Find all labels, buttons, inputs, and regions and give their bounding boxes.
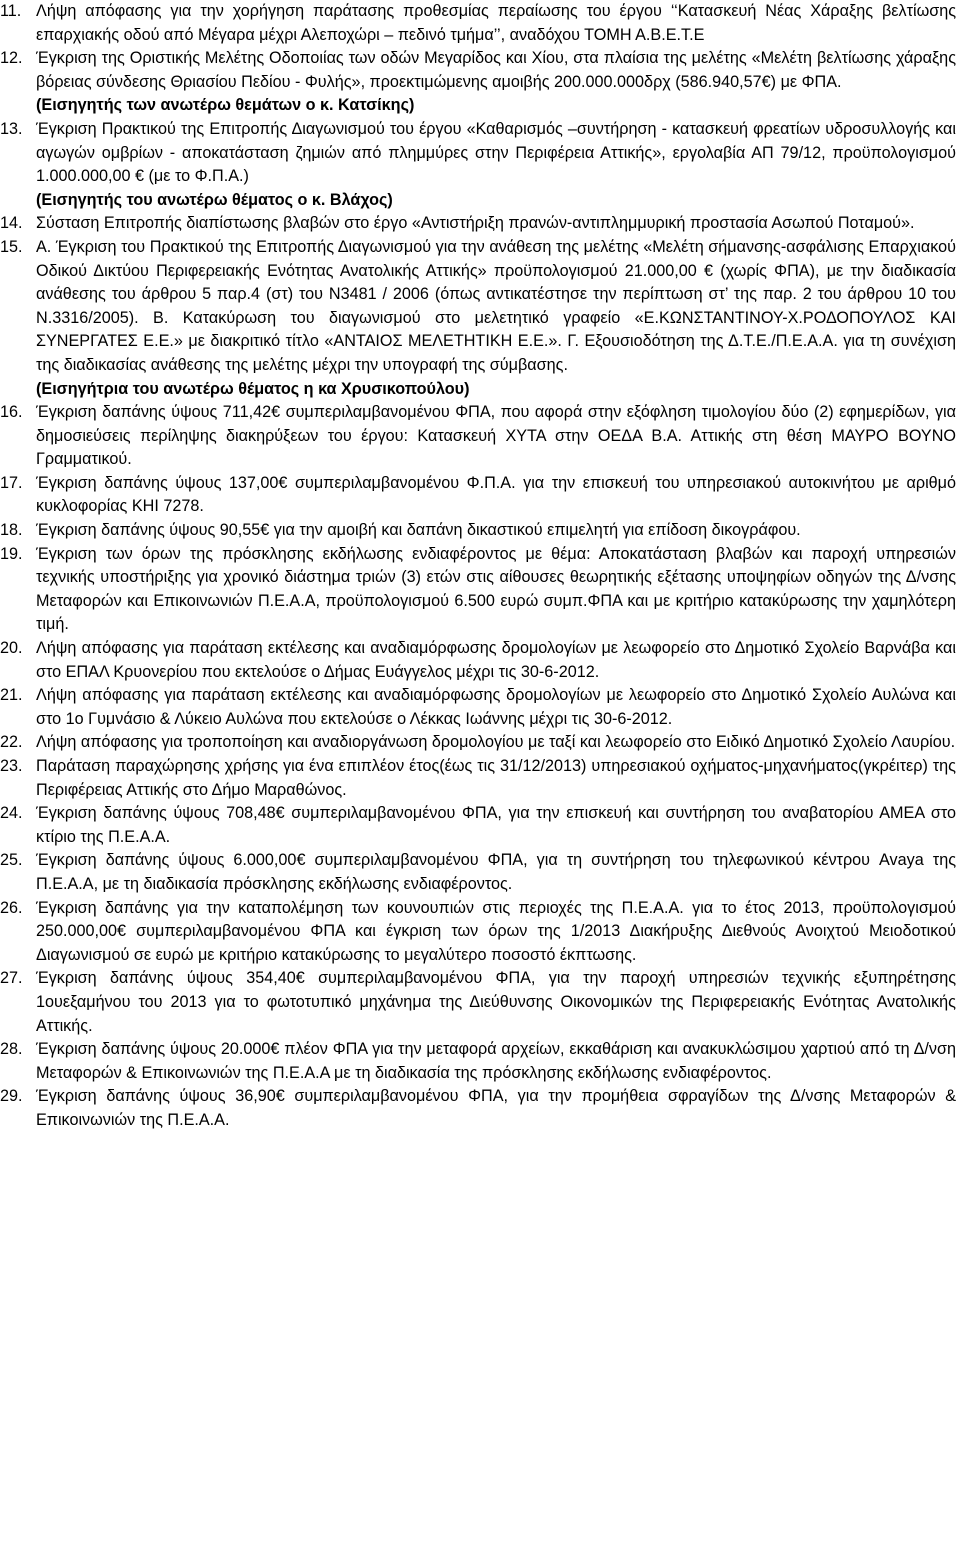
item-number: 23. (0, 757, 23, 775)
item-text: Έγκριση δαπάνης ύψους 20.000€ πλέον ΦΠΑ για την μεταφορά αρχείων, εκκαθάριση και ανακυκλώσιμου χαρτιού από τη Δ/νση Μεταφορών & Επικοινωνιών της Π.Ε.Α.Α με τη διαδικασία της πρόσκλησης εκδήλωσης ενδιαφέροντος. (36, 1040, 956, 1082)
item-text: Έγκριση δαπάνης ύψους 711,42€ συμπεριλαμβανομένου ΦΠΑ, που αφορά στην εξόφληση τιμολογίου δύο (2) εφημερίδων, για δημοσιεύσεις περίληψης διακηρύξεων του έργου: Κατασκευή ΧΥΤΑ στην ΟΕΔΑ Β.Α. Αττικής στη θέση ΜΑΥΡΟ ΒΟΥΝΟ Γραμματικού. (36, 403, 956, 469)
item-text: Έγκριση δαπάνης ύψους 708,48€ συμπεριλαμβανομένου ΦΠΑ, για την επισκευή και συντήρηση του αναβατορίου ΑΜΕΑ στο κτίριο της Π.Ε.Α.Α. (36, 804, 956, 846)
item-number: 17. (0, 473, 23, 492)
agenda-item (0, 967, 956, 1038)
item-number: 27. (0, 969, 23, 988)
item-text: Σύσταση Επιτροπής διαπίστωσης βλαβών στο έργο «Αντιστήριξη πρανών-αντιπλημμυρική προστασία Ασωπού Ποταμού». (36, 214, 915, 233)
item-text: Έγκριση δαπάνης ύψους 6.000,00€ συμπεριλαμβανομένου ΦΠΑ, για τη συντήρηση του τηλεφωνικού κέντρου Avaya της Π.Ε.Α.Α, με τη διαδικασία πρόσκλησης εκδήλωσης ενδιαφέροντος. (36, 851, 956, 893)
agenda-item (0, 755, 956, 802)
rapporteur-note: (Εισηγητής των ανωτέρω θεμάτων ο κ. Κατσίκης) (36, 96, 415, 115)
item-text: Λήψη απόφασης για τροποποίηση και αναδιοργάνωση δρομολογίου με ταξί και λεωφορείο στο Ειδικό Δημοτικό Σχολείο Λαυρίου. (36, 733, 956, 752)
item-number: 18. (0, 521, 23, 540)
item-text: Παράταση παραχώρησης χρήσης για ένα επιπλέον έτος(έως τις 31/12/2013) υπηρεσιακού οχήματος-μηχανήματος(γκρέιτερ) της Περιφέρειας Αττικής στο Δήμο Μαραθώνος. (36, 757, 956, 799)
item-text: Έγκριση δαπάνης ύψους 354,40€ συμπεριλαμβανομένου ΦΠΑ, για την παροχή υπηρεσιών τεχνικής εξυπηρέτησης 1ουεξαμήνου του 2013 για το φωτοτυπικό μηχάνημα της Διεύθυνσης Οικονομικών της Περιφερειακής Ενότητας Ανατολικής Αττικής. (36, 969, 956, 1035)
item-number: 15. (0, 237, 23, 256)
rapporteur-note: (Εισηγητής του ανωτέρω θέματος ο κ. Βλάχος) (36, 190, 393, 209)
item-number: 13. (0, 119, 23, 138)
agenda-item (0, 212, 956, 236)
rapporteur-note: (Εισηγήτρια του ανωτέρω θέματος η κα Χρυσικοπούλου) (36, 379, 470, 398)
agenda-item (0, 0, 956, 47)
agenda-item (0, 519, 956, 543)
item-number: 26. (0, 898, 23, 917)
agenda-item (0, 118, 956, 212)
item-text: Έγκριση δαπάνης ύψους 90,55€ για την αμοιβή και δαπάνη δικαστικού επιμελητή για επίδοση δικογράφου. (36, 521, 801, 540)
item-text: Έγκριση Πρακτικού της Επιτροπής Διαγωνισμού του έργου «Καθαρισμός –συντήρηση - κατασκευή φρεατίων υδροσυλλογής και αγωγών ομβρίων - αποκατάσταση ζημιών από πλημμύρες στην Περιφέρεια Αττικής», εργολαβία ΑΠ 79/12, προϋπολογισμού 1.000.000,00 € (με το Φ.Π.Α.) (36, 119, 956, 186)
item-text: Έγκριση της Οριστικής Μελέτης Οδοποιίας των οδών Μεγαρίδος και Χίου, στα πλαίσια της μελέτης «Μελέτη βελτίωσης χάραξης βόρειας σύνδεσης Θριασίου Πεδίου - Φυλής», προεκτιμώμενης αμοιβής 200.000.000δρχ (586.940,57€) με ΦΠΑ. (36, 49, 956, 91)
item-number: 16. (0, 403, 23, 422)
item-text: Λήψη απόφασης για την χορήγηση παράτασης προθεσμίας περαίωσης του έργου ‘‘Κατασκευή Νέας Χάραξης βελτίωσης επαρχιακής οδού από Μέγαρα μέχρι Αλεποχώρι – πεδινό τμήμα’’, αναδόχου ΤΟΜΗ Α.Β.Ε.Τ.Ε (36, 2, 956, 44)
item-text: Λήψη απόφασης για παράταση εκτέλεσης και αναδιαμόρφωσης δρομολογίων με λεωφορείο στο Δημοτικό Σχολείο Αυλώνα και στο 1ο Γυμνάσιο & Λύκειο Αυλώνα που εκτελούσε ο Λέκκας Ιωάννης μέχρι τις 30-6-2012. (36, 686, 956, 728)
agenda-item (0, 236, 956, 401)
item-number: 12. (0, 49, 23, 68)
item-number: 29. (0, 1087, 23, 1106)
item-text: Έγκριση δαπάνης ύψους 137,00€ συμπεριλαμβανομένου Φ.Π.Α. για την επισκευή του υπηρεσιακού αυτοκινήτου με αριθμό κυκλοφορίας ΚΗΙ 7278. (36, 473, 956, 516)
item-text: Λήψη απόφασης για παράταση εκτέλεσης και αναδιαμόρφωσης δρομολογίων με λεωφορείο στο Δημοτικό Σχολείο Βαρνάβα και στο ΕΠΑΛ Κρυονερίου που εκτελούσε ο Δήμας Ευάγγελος μέχρι τις 30-6-2012. (36, 639, 956, 681)
agenda-item (0, 849, 956, 896)
agenda-item (0, 1085, 956, 1132)
item-number: 25. (0, 851, 23, 870)
agenda-item (0, 897, 956, 968)
item-text: Έγκριση δαπάνης για την καταπολέμηση των κουνουπιών στις περιοχές της Π.Ε.Α.Α. για το έτος 2013, προϋπολογισμού 250.000,00€ συμπεριλαμβανομένου ΦΠΑ και έγκριση των όρων της 1/2013 Διακήρυξης Διεθνούς Ανοιχτού Μειοδοτικού Διαγωνισμού σε ευρώ με κριτήριο κατακύρωσης το μεγαλύτερο ποσοστό έκπτωσης. (36, 898, 956, 964)
item-number: 21. (0, 686, 23, 705)
item-number: 24. (0, 804, 23, 823)
agenda-item (0, 47, 956, 118)
item-number: 19. (0, 544, 23, 563)
item-text: Έγκριση δαπάνης ύψους 36,90€ συμπεριλαμβανομένου ΦΠΑ, για την προμήθεια σφραγίδων της Δ/νσης Μεταφορών & Επικοινωνιών της Π.Ε.Α.Α. (36, 1087, 956, 1129)
agenda-item (0, 637, 956, 684)
agenda-item (0, 684, 956, 731)
agenda-item (0, 401, 956, 472)
item-text: Έγκριση των όρων της πρόσκλησης εκδήλωσης ενδιαφέροντος με θέμα: Αποκατάσταση βλαβών και παροχή υπηρεσιών τεχνικής υποστήριξης για χρονικό διάστημα τριών (3) ετών στις αίθουσες θεωρητικής εξέτασης υποψηφίων οδηγών της Δ/νσης Μεταφορών και Επικοινωνιών Π.Ε.Α.Α, προϋπολογισμού 6.500 ευρώ συμπ.ΦΠΑ και με κριτήριο κατακύρωσης την χαμηλότερη τιμή. (36, 544, 956, 634)
item-number: 22. (0, 733, 23, 752)
agenda-item (0, 802, 956, 849)
agenda-item (0, 1038, 956, 1085)
item-number: 11. (0, 2, 22, 20)
agenda-item (0, 543, 956, 637)
agenda-item (0, 472, 956, 519)
item-number: 28. (0, 1040, 23, 1059)
item-text: Α. Έγκριση του Πρακτικού της Επιτροπής Διαγωνισμού για την ανάθεση της μελέτης «Μελέτη σήμανσης-ασφάλισης Επαρχιακού Οδικού Δικτύου Περιφερειακής Ενότητας Ανατολικής Αττικής» προϋπολογισμού 21.000,00 € (χωρίς ΦΠΑ), με την διαδικασία ανάθεσης του άρθρου 5 παρ.4 (στ) του Ν3481 / 2006 (όπως αντικατέστησε την περίπτωση στ’ της παρ. 2 του άρθρου 10 του Ν.3316/2005). Β. Κατακύρωση του διαγωνισμού στο μελετητικό γραφείο «Ε.ΚΩΝΣΤΑΝΤΙΝΟΥ-Χ.ΡΟΔΟΠΟΥΛΟΣ ΚΑΙ ΣΥΝΕΡΓΑΤΕΣ Ε.Ε.» με διακριτικό τίτλο «ΑΝΤΑΙΟΣ ΜΕΛΕΤΗΤΙΚΗ Ε.Ε.». Γ. Εξουσιοδότηση της Δ.Τ.Ε./Π.Ε.Α.Α. για τη συνέχιση της διαδικασίας ανάθεσης της μελέτης μέχρι την υπογραφή της σύμβασης. (36, 237, 956, 374)
agenda-item (0, 731, 956, 755)
item-number: 20. (0, 639, 23, 658)
item-number: 14. (0, 214, 23, 233)
